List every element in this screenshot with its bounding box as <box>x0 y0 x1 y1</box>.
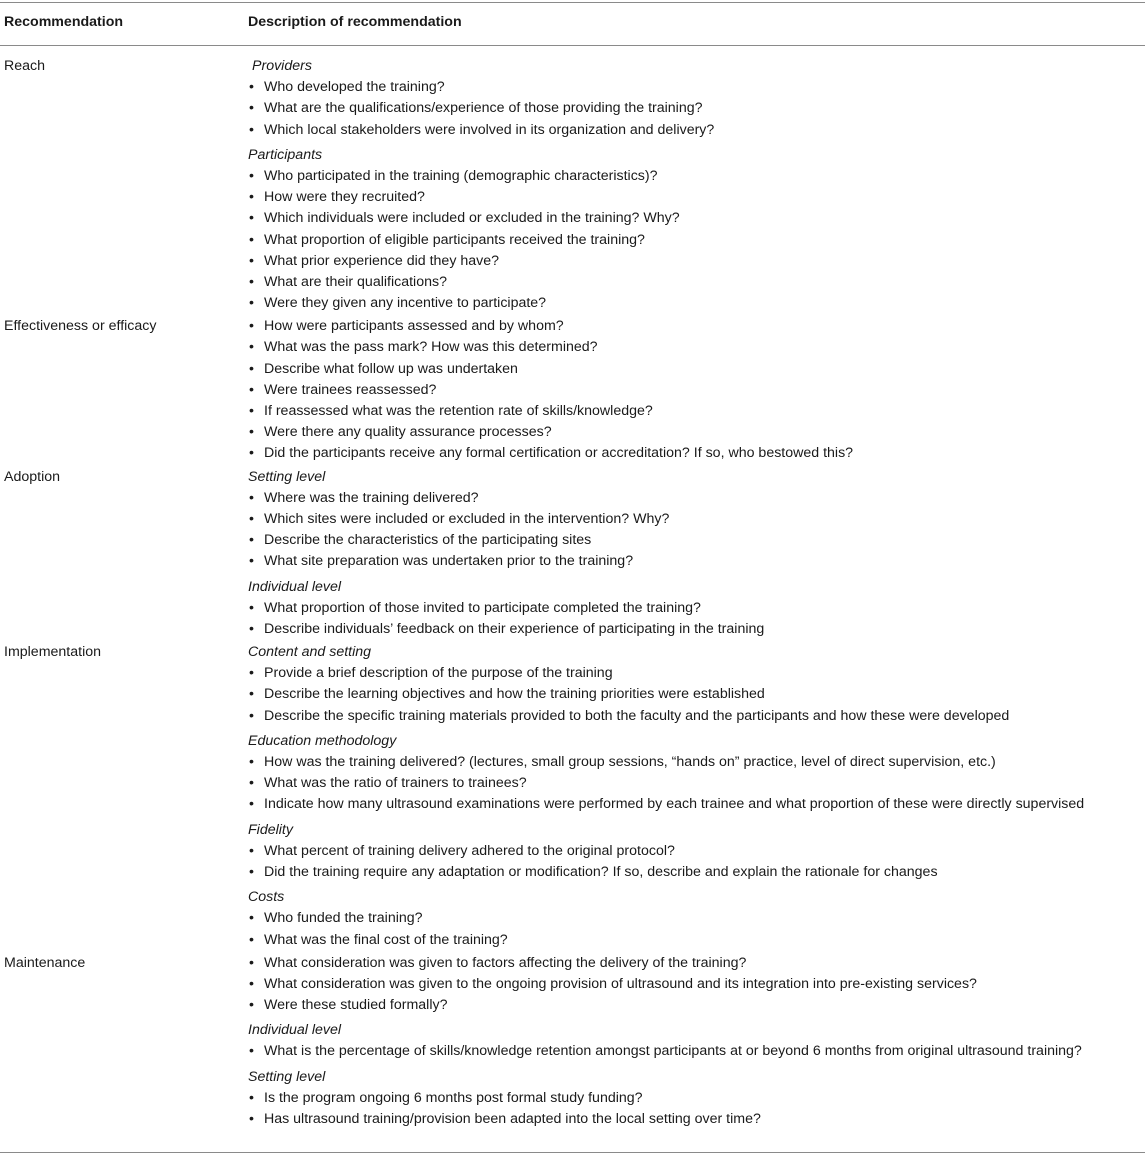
list-item-text: Did the participants receive any formal certification or accreditation? If so, who bestowed this? <box>264 445 854 462</box>
bullet-icon: • <box>249 1111 254 1127</box>
list-item <box>248 337 1145 358</box>
bullet-icon: • <box>249 553 254 570</box>
list-item <box>248 422 1145 443</box>
list-item-text: Describe the characteristics of the participating sites <box>264 532 592 549</box>
description-group <box>248 820 1145 884</box>
bullet-icon: • <box>249 620 254 637</box>
table-top-rule <box>0 2 1145 3</box>
table-body <box>0 56 1145 1132</box>
list-item <box>248 663 1145 684</box>
bullet-icon: • <box>249 403 254 419</box>
description-cell <box>248 642 1145 951</box>
recommendation-cell: Maintenance <box>4 954 86 971</box>
list-item-text: Describe the learning objectives and how the training priorities were established <box>264 686 765 703</box>
bullet-list <box>248 166 1145 314</box>
bullet-icon: • <box>249 842 254 859</box>
bullet-icon: • <box>249 931 254 948</box>
description-group <box>248 56 1145 141</box>
header-description: Description of recommendation <box>248 14 462 30</box>
bullet-icon: • <box>249 510 254 527</box>
bullet-icon: • <box>249 167 254 184</box>
description-group <box>248 1067 1145 1131</box>
list-item <box>248 930 1145 951</box>
list-item-text: What consideration was given to the ongoing provision of ultrasound and its integration into pre-existing services? <box>264 975 977 992</box>
bullet-list <box>248 488 1145 573</box>
list-item <box>248 488 1145 509</box>
list-item-text: What is the percentage of skills/knowledge retention amongst participants at or beyond 6 months from original ultrasound training? <box>264 1043 1082 1060</box>
bullet-icon: • <box>249 100 254 117</box>
list-item <box>248 974 1145 995</box>
list-item <box>248 230 1145 251</box>
list-item <box>248 187 1145 208</box>
bullet-icon: • <box>249 997 254 1014</box>
list-item-text: What proportion of eligible participants received the training? <box>264 231 645 248</box>
recommendation-cell: Implementation <box>4 644 101 661</box>
list-item-text: Where was the training delivered? <box>264 489 479 506</box>
bullet-icon: • <box>249 121 254 138</box>
list-item <box>248 1088 1145 1109</box>
list-item <box>248 272 1145 293</box>
bullet-icon: • <box>249 381 254 398</box>
list-item-text: What was the ratio of trainers to trainees? <box>264 775 527 792</box>
list-item <box>248 1041 1145 1062</box>
list-item <box>248 841 1145 862</box>
list-item-text: Has ultrasound training/provision been adapted into the local setting over time? <box>264 1111 761 1127</box>
bullet-list <box>248 953 1145 1017</box>
table-row <box>0 56 1145 314</box>
list-item <box>248 251 1145 272</box>
table-bottom-rule <box>0 1152 1145 1153</box>
bullet-list <box>248 316 1145 464</box>
group-subheading: Education methodology <box>248 732 397 749</box>
list-item <box>248 794 1145 815</box>
bullet-list <box>248 1041 1145 1062</box>
list-item <box>248 1109 1145 1130</box>
description-group <box>248 316 1145 464</box>
list-item <box>248 953 1145 974</box>
table-header-rule <box>0 45 1145 46</box>
description-cell <box>248 56 1145 314</box>
bullet-icon: • <box>249 210 254 227</box>
list-item <box>248 752 1145 773</box>
bullet-icon: • <box>249 954 254 971</box>
bullet-icon: • <box>249 796 254 813</box>
bullet-list <box>248 752 1145 816</box>
table-header-row <box>0 12 1145 36</box>
bullet-icon: • <box>249 424 254 441</box>
list-item <box>248 293 1145 314</box>
list-item-text: What proportion of those invited to participate completed the training? <box>264 599 701 616</box>
list-item-text: What site preparation was undertaken prior to the training? <box>264 553 634 570</box>
list-item-text: Were they given any incentive to participate? <box>264 295 547 312</box>
description-cell <box>248 467 1145 641</box>
bullet-icon: • <box>249 231 254 248</box>
bullet-icon: • <box>249 189 254 206</box>
description-group <box>248 642 1145 727</box>
description-group <box>248 731 1145 816</box>
list-item <box>248 401 1145 422</box>
list-item-text: Describe what follow up was undertaken <box>264 360 518 377</box>
bullet-list <box>248 663 1145 727</box>
list-item-text: If reassessed what was the retention rate of skills/knowledge? <box>264 403 653 419</box>
bullet-icon: • <box>249 252 254 269</box>
bullet-list <box>248 841 1145 883</box>
bullet-icon: • <box>249 599 254 616</box>
description-group <box>248 577 1145 641</box>
list-item <box>248 120 1145 141</box>
description-cell <box>248 316 1145 464</box>
description-cell <box>248 953 1145 1131</box>
list-item <box>248 98 1145 119</box>
description-group <box>248 1020 1145 1062</box>
list-item-text: How were they recruited? <box>264 189 425 206</box>
list-item-text: Describe the specific training materials provided to both the faculty and the participants and how these were developed <box>264 707 1010 724</box>
list-item <box>248 166 1145 187</box>
list-item-text: Were these studied formally? <box>264 997 448 1014</box>
group-subheading: Individual level <box>248 578 342 595</box>
list-item <box>248 530 1145 551</box>
bullet-icon: • <box>249 686 254 703</box>
list-item-text: How was the training delivered? (lectures, small group sessions, “hands on” practice, level of direct supervision, etc.) <box>264 754 996 770</box>
group-subheading: Content and setting <box>248 644 372 661</box>
table-row <box>0 467 1145 641</box>
list-item-text: Which individuals were included or excluded in the training? Why? <box>264 210 680 227</box>
bullet-list <box>248 908 1145 950</box>
bullet-icon: • <box>249 707 254 724</box>
list-item <box>248 359 1145 380</box>
bullet-icon: • <box>249 489 254 506</box>
bullet-icon: • <box>249 863 254 880</box>
list-item-text: Were there any quality assurance processes? <box>264 424 552 441</box>
recommendation-cell: Adoption <box>4 468 61 485</box>
bullet-icon: • <box>249 79 254 96</box>
list-item <box>248 619 1145 640</box>
bullet-icon: • <box>249 295 254 312</box>
list-item-text: Who participated in the training (demographic characteristics)? <box>264 167 658 184</box>
bullet-icon: • <box>249 532 254 549</box>
list-item <box>248 316 1145 337</box>
list-item-text: What percent of training delivery adhered to the original protocol? <box>264 842 675 859</box>
table-row <box>0 316 1145 464</box>
list-item <box>248 862 1145 883</box>
list-item-text: Which local stakeholders were involved in its organization and delivery? <box>264 121 715 138</box>
list-item-text: What are the qualifications/experience of those providing the training? <box>264 100 703 117</box>
list-item-text: Is the program ongoing 6 months post formal study funding? <box>264 1089 643 1106</box>
list-item-text: What was the final cost of the training? <box>264 931 508 948</box>
list-item <box>248 908 1145 929</box>
list-item-text: Were trainees reassessed? <box>264 381 437 398</box>
bullet-icon: • <box>249 1043 254 1060</box>
list-item <box>248 995 1145 1016</box>
list-item <box>248 380 1145 401</box>
bullet-icon: • <box>249 360 254 377</box>
recommendation-cell: Reach <box>4 58 46 74</box>
list-item-text: Which sites were included or excluded in the intervention? Why? <box>264 510 670 527</box>
recommendation-cell: Effectiveness or efficacy <box>4 318 157 335</box>
bullet-icon: • <box>249 318 254 335</box>
bullet-icon: • <box>249 910 254 927</box>
list-item <box>248 509 1145 530</box>
bullet-icon: • <box>249 775 254 792</box>
list-item-text: How were participants assessed and by whom? <box>264 318 564 335</box>
description-group <box>248 467 1145 573</box>
list-item <box>248 684 1145 705</box>
bullet-icon: • <box>249 1089 254 1106</box>
list-item <box>248 443 1145 464</box>
list-item <box>248 208 1145 229</box>
list-item-text: What are their qualifications? <box>264 273 447 290</box>
list-item-text: What prior experience did they have? <box>264 252 500 269</box>
list-item-text: Indicate how many ultrasound examinations were performed by each trainee and what proportion of these were directly supervised <box>264 796 1085 813</box>
bullet-icon: • <box>249 445 254 462</box>
bullet-list <box>248 77 1145 141</box>
list-item <box>248 598 1145 619</box>
bullet-icon: • <box>249 273 254 290</box>
bullet-icon: • <box>249 339 254 356</box>
list-item <box>248 706 1145 727</box>
bullet-icon: • <box>249 754 254 770</box>
list-item-text: Did the training require any adaptation or modification? If so, describe and explain the rationale for changes <box>264 863 938 880</box>
list-item-text: Who funded the training? <box>264 910 423 927</box>
list-item-text: Describe individuals’ feedback on their experience of participating in the training <box>264 620 765 637</box>
table-row <box>0 953 1145 1131</box>
list-item-text: Provide a brief description of the purpose of the training <box>264 665 613 682</box>
description-group <box>248 145 1145 315</box>
list-item <box>248 77 1145 98</box>
list-item-text: Who developed the training? <box>264 79 445 96</box>
list-item-text: What consideration was given to factors affecting the delivery of the training? <box>264 954 747 971</box>
bullet-icon: • <box>249 665 254 682</box>
group-subheading: Individual level <box>248 1022 342 1039</box>
bullet-list <box>248 598 1145 640</box>
list-item <box>248 551 1145 572</box>
group-subheading: Costs <box>248 889 285 906</box>
bullet-list <box>248 1088 1145 1130</box>
list-item-text: What was the pass mark? How was this determined? <box>264 339 598 356</box>
group-subheading: Providers <box>252 58 312 74</box>
group-subheading: Setting level <box>248 468 326 485</box>
list-item <box>248 773 1145 794</box>
description-group <box>248 887 1145 951</box>
description-group <box>248 953 1145 1017</box>
bullet-icon: • <box>249 975 254 992</box>
header-recommendation: Recommendation <box>4 14 124 30</box>
group-subheading: Setting level <box>248 1068 326 1085</box>
table-row <box>0 642 1145 951</box>
group-subheading: Fidelity <box>248 821 293 838</box>
group-subheading: Participants <box>248 146 323 163</box>
